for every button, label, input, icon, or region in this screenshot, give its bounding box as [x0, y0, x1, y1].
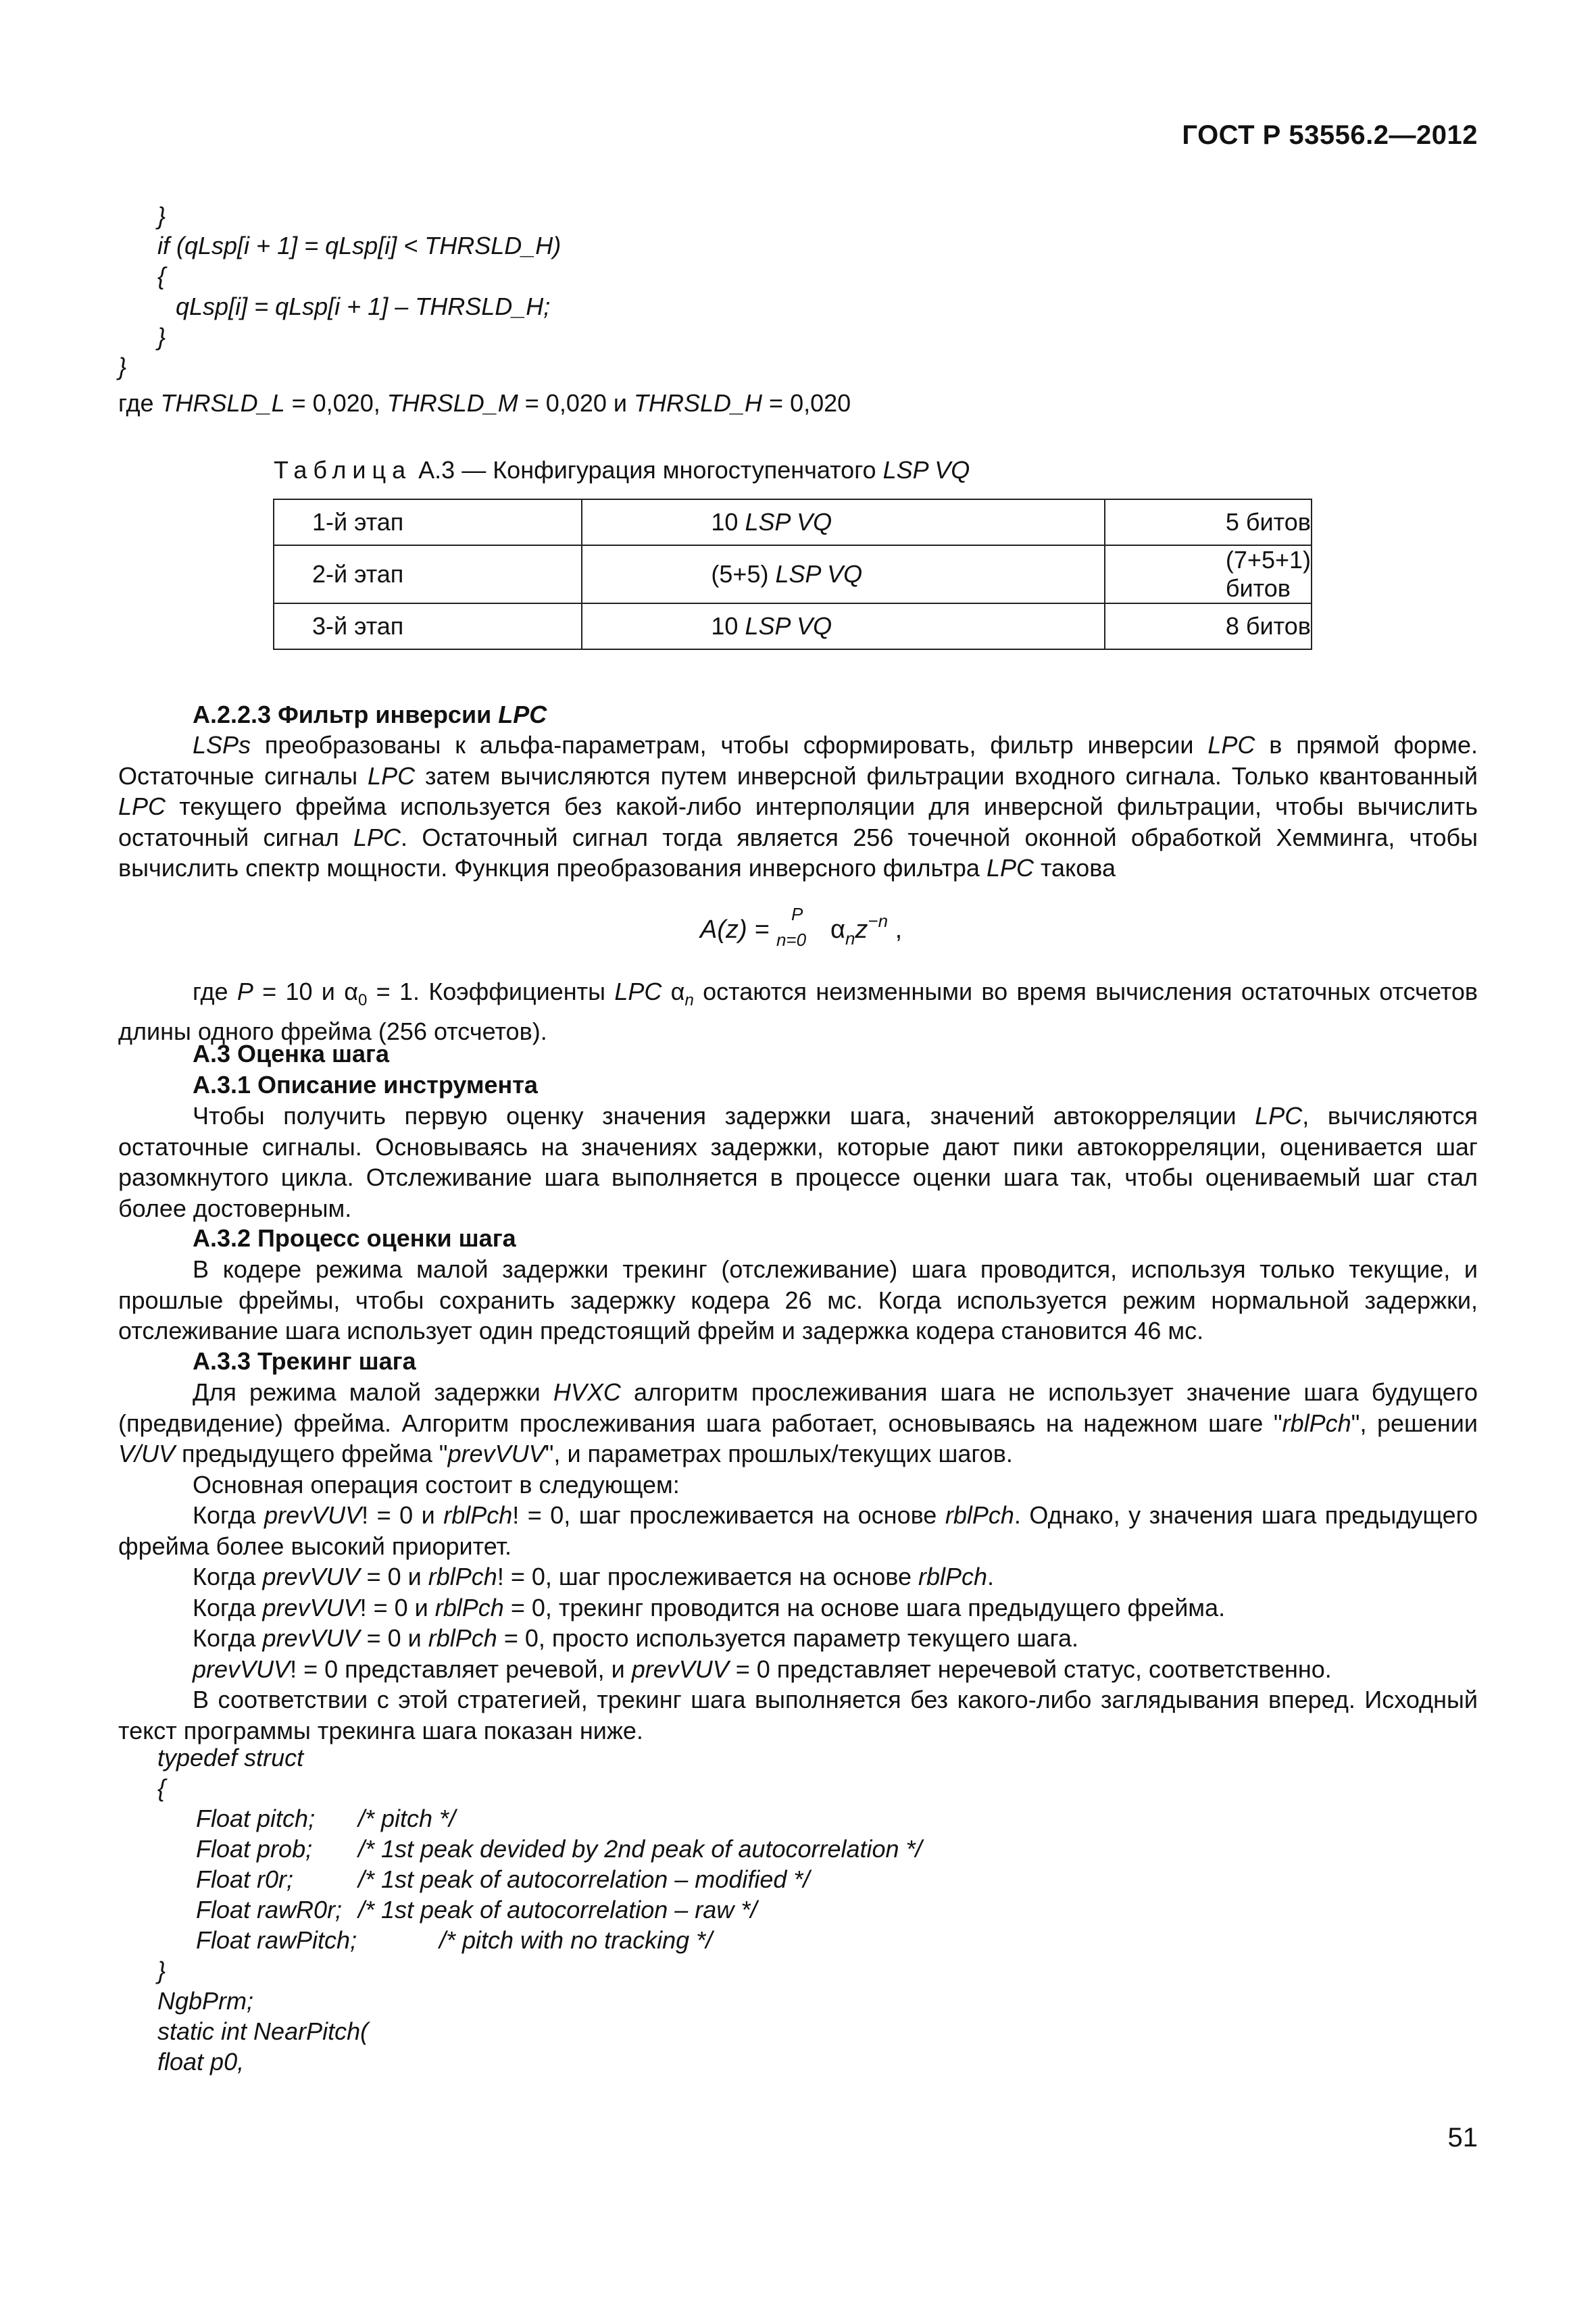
paragraph: Основная операция состоит в следующем: [193, 1470, 680, 1499]
section-heading: А.3 Оценка шага [193, 1040, 390, 1067]
code-line: if (qLsp[i + 1] = qLsp[i] < THRSLD_H) [157, 232, 562, 259]
paragraph: Когда prevVUV = 0 и rblPch = 0, просто используется параметр текущего шага. [193, 1624, 1078, 1652]
table-row [274, 603, 1312, 649]
code-line: } [157, 1957, 166, 1984]
code-field-comment: /* pitch */ [358, 1805, 456, 1832]
table-cell: 10 LSP VQ [582, 499, 1105, 545]
section-a33-body [118, 1377, 1478, 1746]
threshold-definition: где THRSLD_L = 0,020, THRSLD_M = 0,020 и THRSLD_H = 0,020 [118, 389, 851, 417]
code-line: qLsp[i] = qLsp[i + 1] – THRSLD_H; [176, 293, 551, 320]
code-field-decl: Float rawR0r; [196, 1896, 343, 1923]
paragraph: Для режима малой задержки HVXC алгоритм прослеживания шага не использует значение шага будущего (предвидение) фрейма. Алгоритм прослеживания шага работает, основываясь на надежном шаге "rblPch", решении V/UV предыдущего фрейма "prevVUV", и параметрах прошлых/текущих шагов. [118, 1378, 1478, 1467]
table-cell: 2-й этап [274, 545, 582, 603]
code-line: } [118, 353, 127, 380]
code-field-comment: /* 1st peak devided by 2nd peak of autocorrelation */ [358, 1835, 922, 1863]
section-heading: А.2.2.3 Фильтр инверсии LPC [193, 701, 547, 728]
code-field-decl: Float rawPitch; [196, 1926, 357, 1954]
paragraph: В соответствии с этой стратегией, трекинг шага выполняется без какого-либо заглядывания вперед. Исходный текст программы трекинга шага показан ниже. [118, 1686, 1478, 1744]
code-line: float p0, [157, 2048, 245, 2076]
table-cell: 8 битов [1105, 603, 1312, 649]
table-cell: 10 LSP VQ [582, 603, 1105, 649]
code-field-decl: Float prob; [196, 1835, 313, 1863]
section-heading: А.3.1 Описание инструмента [193, 1071, 538, 1099]
code-line: { [157, 262, 166, 290]
code-line: NgbPrm; [157, 1987, 254, 2015]
code-field-comment: /* 1st peak of autocorrelation – modified */ [358, 1865, 810, 1893]
table-cell: 3-й этап [274, 603, 582, 649]
table-cell: 1-й этап [274, 499, 582, 545]
code-field-decl: Float pitch; [196, 1805, 316, 1832]
paragraph: Когда prevVUV = 0 и rblPch! = 0, шаг прослеживается на основе rblPch. [193, 1563, 995, 1590]
table-row [274, 545, 1312, 603]
paragraph: где P = 10 и $\alpha_0 = 1$. Коэффициенты LPC $\alpha_n$ остаются неизменными во время вычисления остаточных отсчетов длины одного фрейма (256 отсчетов). [118, 978, 1478, 1045]
table-cell: 5 битов [1105, 499, 1312, 545]
standard-header: ГОСТ Р 53556.2—2012 [1182, 120, 1478, 150]
section-heading: А.3.2 Процесс оценки шага [193, 1224, 516, 1252]
code-line: } [157, 323, 166, 351]
section-heading: А.3.3 Трекинг шага [193, 1347, 416, 1375]
code-line: { [157, 1774, 166, 1802]
table-caption: Таблица А.3 — Конфигурация многоступенчатого LSP VQ [274, 456, 970, 484]
code-field-comment: /* pitch with no tracking */ [439, 1926, 713, 1954]
paragraph: В кодере режима малой задержки трекинг (отслеживание) шага проводится, используя только текущие, и прошлые фреймы, чтобы сохранить задержку кодера 26 мс. Когда используется режим нормальной задержки, отслеживание шага использует один предстоящий фрейм и задержка кодера становится 46 мс. [118, 1255, 1478, 1344]
code-line: } [157, 202, 166, 230]
inverse-filter-formula: A(z) = P n=0 $\alpha_nz^{-n}$ , [700, 903, 903, 950]
code-field-decl: Float r0r; [196, 1865, 294, 1893]
paragraph: Чтобы получить первую оценку значения задержки шага, значений автокорреляции LPC, вычисляются остаточные сигналы. Основываясь на значениях задержки, которые дают пики автокорреляции, оценивается шаг разомкнутого цикла. Отслеживание шага выполняется в процессе оценки шага так, чтобы оцениваемый шаг стал более достоверным. [118, 1102, 1478, 1222]
paragraph: prevVUV! = 0 представляет речевой, и prevVUV = 0 представляет неречевой статус, соответственно. [193, 1655, 1332, 1683]
paragraph: LSPs преобразованы к альфа-параметрам, чтобы сформировать, фильтр инверсии LPC в прямой форме. Остаточные сигналы LPC затем вычисляются путем инверсной фильтрации входного сигнала. Только квантованный LPC текущего фрейма используется без какой-либо интерполяции для инверсной фильтрации, чтобы вычислить остаточный сигнал LPC. Остаточный сигнал тогда является 256 точечной оконной обработкой Хемминга, чтобы вычислить спектр мощности. Функция преобразования инверсного фильтра LPC такова [118, 731, 1478, 882]
page-number: 51 [1447, 2123, 1478, 2153]
code-line: static int NearPitch( [157, 2017, 369, 2045]
paragraph: Когда prevVUV! = 0 и rblPch! = 0, шаг прослеживается на основе rblPch. Однако, у значения шага предыдущего фрейма более высокий приоритет. [118, 1501, 1478, 1560]
table-cell: (7+5+1) битов [1105, 545, 1312, 603]
paragraph: Когда prevVUV! = 0 и rblPch = 0, трекинг проводится на основе шага предыдущего фрейма. [193, 1593, 1226, 1621]
code-field-comment: /* 1st peak of autocorrelation – raw */ [358, 1896, 757, 1923]
lsp-vq-configuration-table [273, 499, 1312, 650]
table-row [274, 499, 1312, 545]
code-line: typedef struct [157, 1744, 304, 1771]
table-cell: (5+5) LSP VQ [582, 545, 1105, 603]
